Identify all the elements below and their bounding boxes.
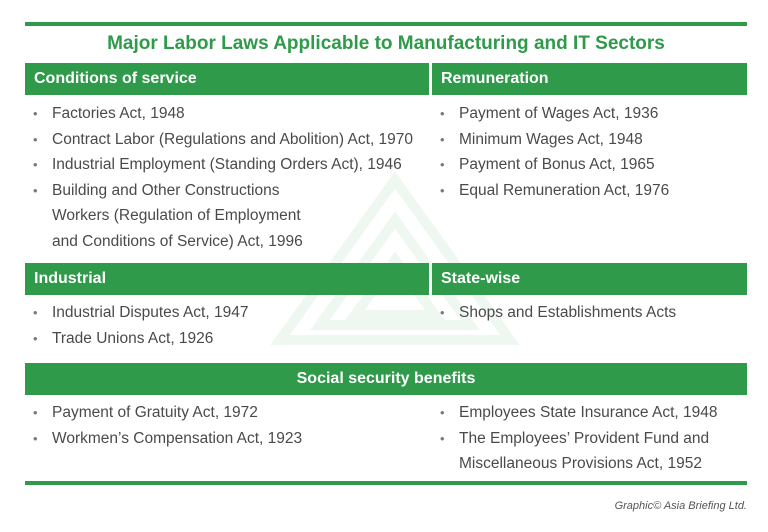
section-header-social-security: Social security benefits <box>25 363 747 395</box>
list-item: • Payment of Bonus Act, 1965 <box>438 152 743 178</box>
list-item: • Industrial Employment (Standing Orders Act), 1946 <box>31 152 429 178</box>
conditions-list <box>31 101 429 254</box>
top-rule <box>25 22 747 26</box>
section-header-conditions: Conditions of service <box>25 63 429 95</box>
statewise-list <box>438 300 743 326</box>
credit-text: Graphic© Asia Briefing Ltd. <box>614 500 747 512</box>
section-header-remuneration: Remuneration <box>432 63 747 95</box>
list-item: • Payment of Wages Act, 1936 <box>438 101 743 127</box>
page-title: Major Labor Laws Applicable to Manufacturing and IT Sectors <box>107 33 665 54</box>
list-item: • Building and Other Constructions Workers (Regulation of Employment and Conditions of Service) Act, 1996 <box>31 178 429 255</box>
list-item: • Contract Labor (Regulations and Abolition) Act, 1970 <box>31 127 429 153</box>
list-item: • Shops and Establishments Acts <box>438 300 743 326</box>
remuneration-list <box>438 101 743 203</box>
social-left-list <box>31 400 429 451</box>
list-item: • Payment of Gratuity Act, 1972 <box>31 400 429 426</box>
list-item: • Workmen’s Compensation Act, 1923 <box>31 426 429 452</box>
section-header-industrial: Industrial <box>25 263 429 295</box>
list-item: • The Employees’ Provident Fund and Miscellaneous Provisions Act, 1952 <box>438 426 743 477</box>
list-item: • Employees State Insurance Act, 1948 <box>438 400 743 426</box>
social-right-list <box>438 400 743 477</box>
list-item: • Minimum Wages Act, 1948 <box>438 127 743 153</box>
list-item: • Factories Act, 1948 <box>31 101 429 127</box>
section-header-statewise: State-wise <box>432 263 747 295</box>
industrial-list <box>31 300 429 351</box>
list-item: • Industrial Disputes Act, 1947 <box>31 300 429 326</box>
list-item: • Trade Unions Act, 1926 <box>31 326 429 352</box>
list-item: • Equal Remuneration Act, 1976 <box>438 178 743 204</box>
bottom-rule <box>25 481 747 485</box>
